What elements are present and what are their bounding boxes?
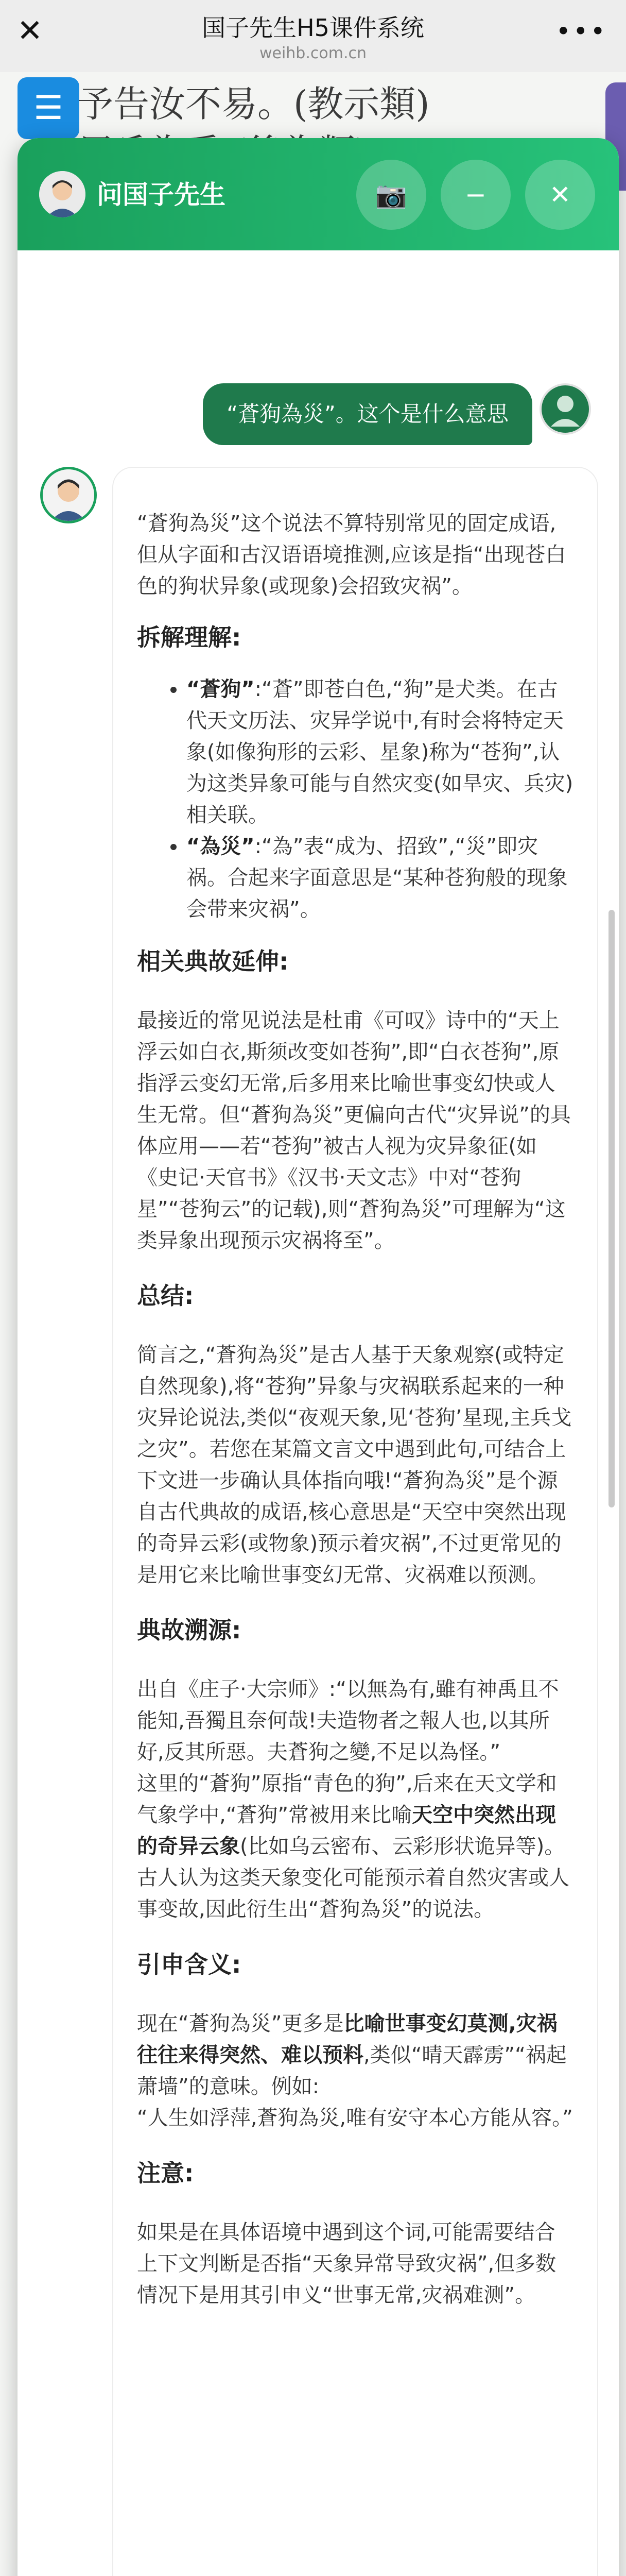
section-text: [137, 2008, 573, 2103]
term: “為災”: [186, 835, 255, 858]
close-icon[interactable]: ✕: [525, 160, 595, 230]
section-title: 引申含义:: [137, 1951, 241, 1978]
scrollbar[interactable]: [608, 910, 615, 1507]
section-title: 典故溯源:: [137, 1616, 241, 1644]
page-title: 国子先生H5课件系统: [202, 14, 424, 42]
chat-messages[interactable]: [18, 250, 619, 2576]
section-text: 如果是在具体语境中遇到这个词,可能需要结合上下文判断是否指“天象异常导致灾祸”,但多数情况下是用其引申义“世事无常,灾祸难测”。: [137, 2221, 557, 2307]
example-quote: “人生如浮萍,蒼狗為災,唯有安守本心方能从容。”: [137, 2106, 573, 2130]
section-title: 注意:: [137, 2159, 194, 2187]
menu-icon[interactable]: ☰: [18, 77, 79, 139]
user-avatar-icon: [540, 383, 591, 435]
close-icon[interactable]: ✕: [16, 13, 43, 49]
text-run: ,类似“晴天霹雳”“祸起萧墙”的意味。例如:: [137, 2043, 567, 2098]
bot-intro: “蒼狗為災”这个说法不算特别常见的固定成语,但从字面和古汉语语境推测,应该是指“出现苍白色的狗状异象(或现象)会招致灾祸”。: [137, 512, 566, 598]
list-item: [186, 831, 573, 925]
emphasis: 天空中突然出现的奇异云象: [137, 1803, 557, 1858]
minus-icon[interactable]: −: [441, 160, 511, 230]
section-text: 最接近的常见说法是杜甫《可叹》诗中的“天上浮云如白衣,斯须改变如苍狗”,即“白衣苍狗”,原指浮云变幻无常,后多用来比喻世事变幻快或人生无常。但“蒼狗為災”更偏向古代“灾异说”的具体应用——若“苍狗”被古人视为灾异象征(如《史记·天官书》《汉书·天文志》中对“苍狗星”“苍狗云”的记载),则“蒼狗為災”可理解为“这类异象出现预示灾祸将至”。: [137, 1009, 571, 1252]
camera-icon[interactable]: 📷: [356, 160, 426, 230]
text-run: 这里的“蒼狗”原指“青色的狗”,后来在天文学和气象学中,“蒼狗”常被用来比喻: [137, 1772, 557, 1827]
chat-title: 问国子先生: [97, 180, 225, 210]
bullet-list: [137, 674, 573, 925]
section-title: 相关典故延伸:: [137, 947, 289, 975]
section-title: 总结:: [137, 1282, 194, 1310]
page-url: weihb.com.cn: [259, 44, 367, 62]
chat-panel: [18, 138, 619, 2576]
more-dots-icon[interactable]: •••: [555, 16, 607, 46]
term-explanation: :“蒼”即苍白色,“狗”是犬类。在古代天文历法、灾异学说中,有时会将特定天象(如像狗形的云彩、星象)称为“苍狗”,认为这类异象可能与自然灾变(如旱灾、兵灾)相关联。: [186, 677, 573, 827]
avatar: [39, 171, 85, 217]
text-run: 现在“蒼狗為災”更多是: [137, 2012, 344, 2036]
background-text-line: 予告汝不易。(教示類): [77, 83, 430, 125]
user-message: “蒼狗為災”。这个是什么意思: [203, 383, 532, 445]
bot-avatar: [40, 467, 97, 523]
browser-titlebar: [0, 0, 626, 72]
section-text: [137, 1768, 573, 1925]
section-title: 拆解理解:: [137, 623, 241, 651]
chat-header: [18, 138, 619, 250]
emphasis: 比喻世事变幻莫测,灾祸往往来得突然、难以预料: [137, 2012, 558, 2067]
list-item: [186, 674, 573, 831]
term-explanation: :“為”表“成为、招致”,“災”即灾祸。合起来字面意思是“某种苍狗般的现象会带来灾祸”。: [186, 835, 568, 921]
term: “蒼狗”: [186, 677, 255, 701]
section-text: 简言之,“蒼狗為災”是古人基于天象观察(或特定自然现象),将“苍狗”异象与灾祸联系起来的一种灾异论说法,类似“夜观天象,见‘苍狗’星现,主兵戈之灾”。若您在某篇文言文中遇到此句,可结合上下文进一步确认具体指向哦!“蒼狗為災”是个源自古代典故的成语,核心意思是“天空中突然出现的奇异云彩(或物象)预示着灾祸”,不过更常见的是用它来比喻世事变幻无常、灾祸难以预测。: [137, 1343, 572, 1587]
bot-message: [112, 467, 598, 2576]
text-run: (比如乌云密布、云彩形状诡异等)。古人认为这类天象变化可能预示着自然灾害或人事变故,因此衍生出“蒼狗為災”的说法。: [137, 1835, 569, 1921]
section-text: 出自《庄子·大宗师》:“以無為有,雖有神禹且不能知,吾獨且奈何哉!夫造物者之報人也,以其所好,反其所惡。夫蒼狗之變,不足以為怪。”: [137, 1677, 559, 1764]
